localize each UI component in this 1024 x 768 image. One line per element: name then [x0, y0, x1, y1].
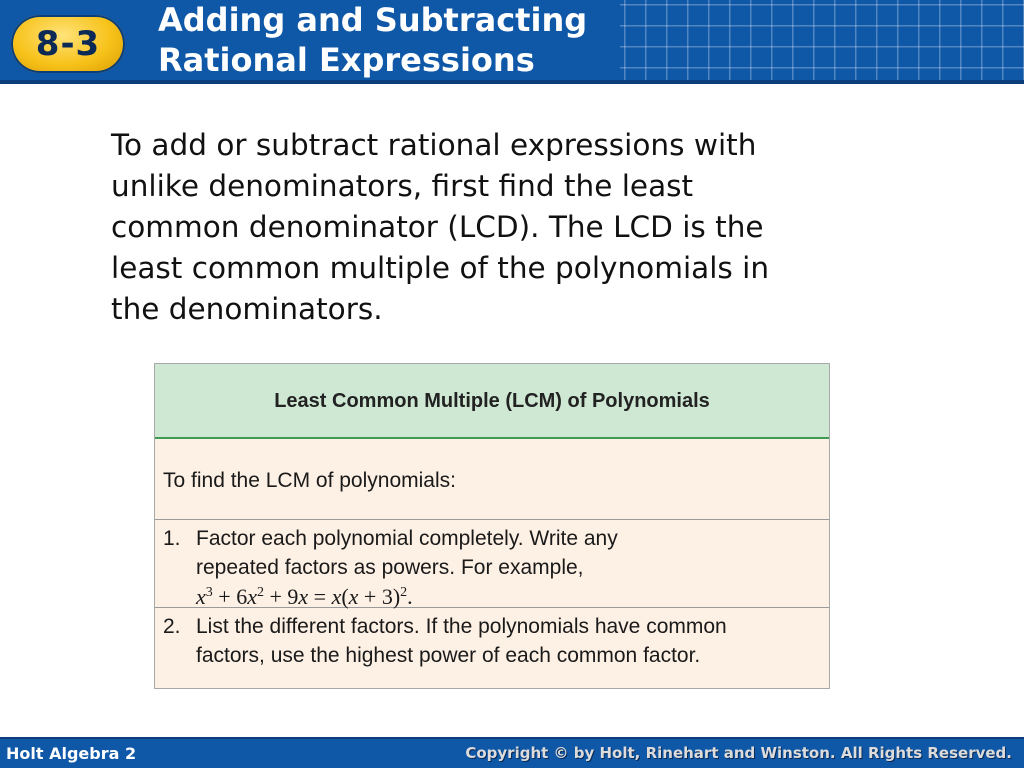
- step-number: 2.: [163, 615, 181, 638]
- footer-copyright: Copyright © by Holt, Rinehart and Winston. All Rights Reserved.: [465, 744, 1012, 762]
- lesson-title-line-1: Adding and Subtracting: [158, 1, 588, 39]
- intro-line: unlike denominators, first find the least: [111, 169, 694, 203]
- intro-line: To add or subtract rational expressions with: [111, 128, 757, 162]
- lcm-box-intro-row: [155, 439, 829, 520]
- header-bar: [0, 0, 1024, 84]
- lesson-number: 8-3: [35, 24, 101, 64]
- step-number: 1.: [163, 527, 181, 550]
- lcm-box-intro-text: To find the LCM of polynomials:: [163, 469, 456, 492]
- intro-line: common denominator (LCD). The LCD is the: [111, 210, 764, 244]
- intro-line: the denominators.: [111, 292, 383, 326]
- intro-paragraph: [111, 125, 911, 330]
- intro-line: least common multiple of the polynomials in: [111, 251, 770, 285]
- header-grid-pattern: [620, 0, 1024, 84]
- step-text: [196, 612, 727, 670]
- lesson-title-line-2: Rational Expressions: [158, 41, 535, 79]
- lcm-box-header: [155, 364, 829, 439]
- step-line: repeated factors as powers. For example,: [196, 556, 584, 579]
- step-text: [196, 524, 618, 611]
- lcm-step-2: [155, 608, 829, 688]
- lcm-step-1: [155, 520, 829, 608]
- footer-course-name: Holt Algebra 2: [6, 744, 137, 763]
- lesson-badge: [11, 15, 125, 73]
- step-line: factors, use the highest power of each common factor.: [196, 644, 701, 667]
- polynomial-example: $x^3 + 6x^2 + 9x = x(x + 3)^2$.: [196, 584, 413, 609]
- step-line: Factor each polynomial completely. Write any: [196, 527, 618, 550]
- step-line: List the different factors. If the polynomials have common: [196, 615, 727, 638]
- lesson-title: [158, 0, 587, 80]
- footer-bar: [0, 737, 1024, 768]
- header-divider: [0, 80, 1024, 84]
- lcm-box-heading: Least Common Multiple (LCM) of Polynomials: [274, 390, 710, 412]
- lcm-rule-box: [154, 363, 830, 689]
